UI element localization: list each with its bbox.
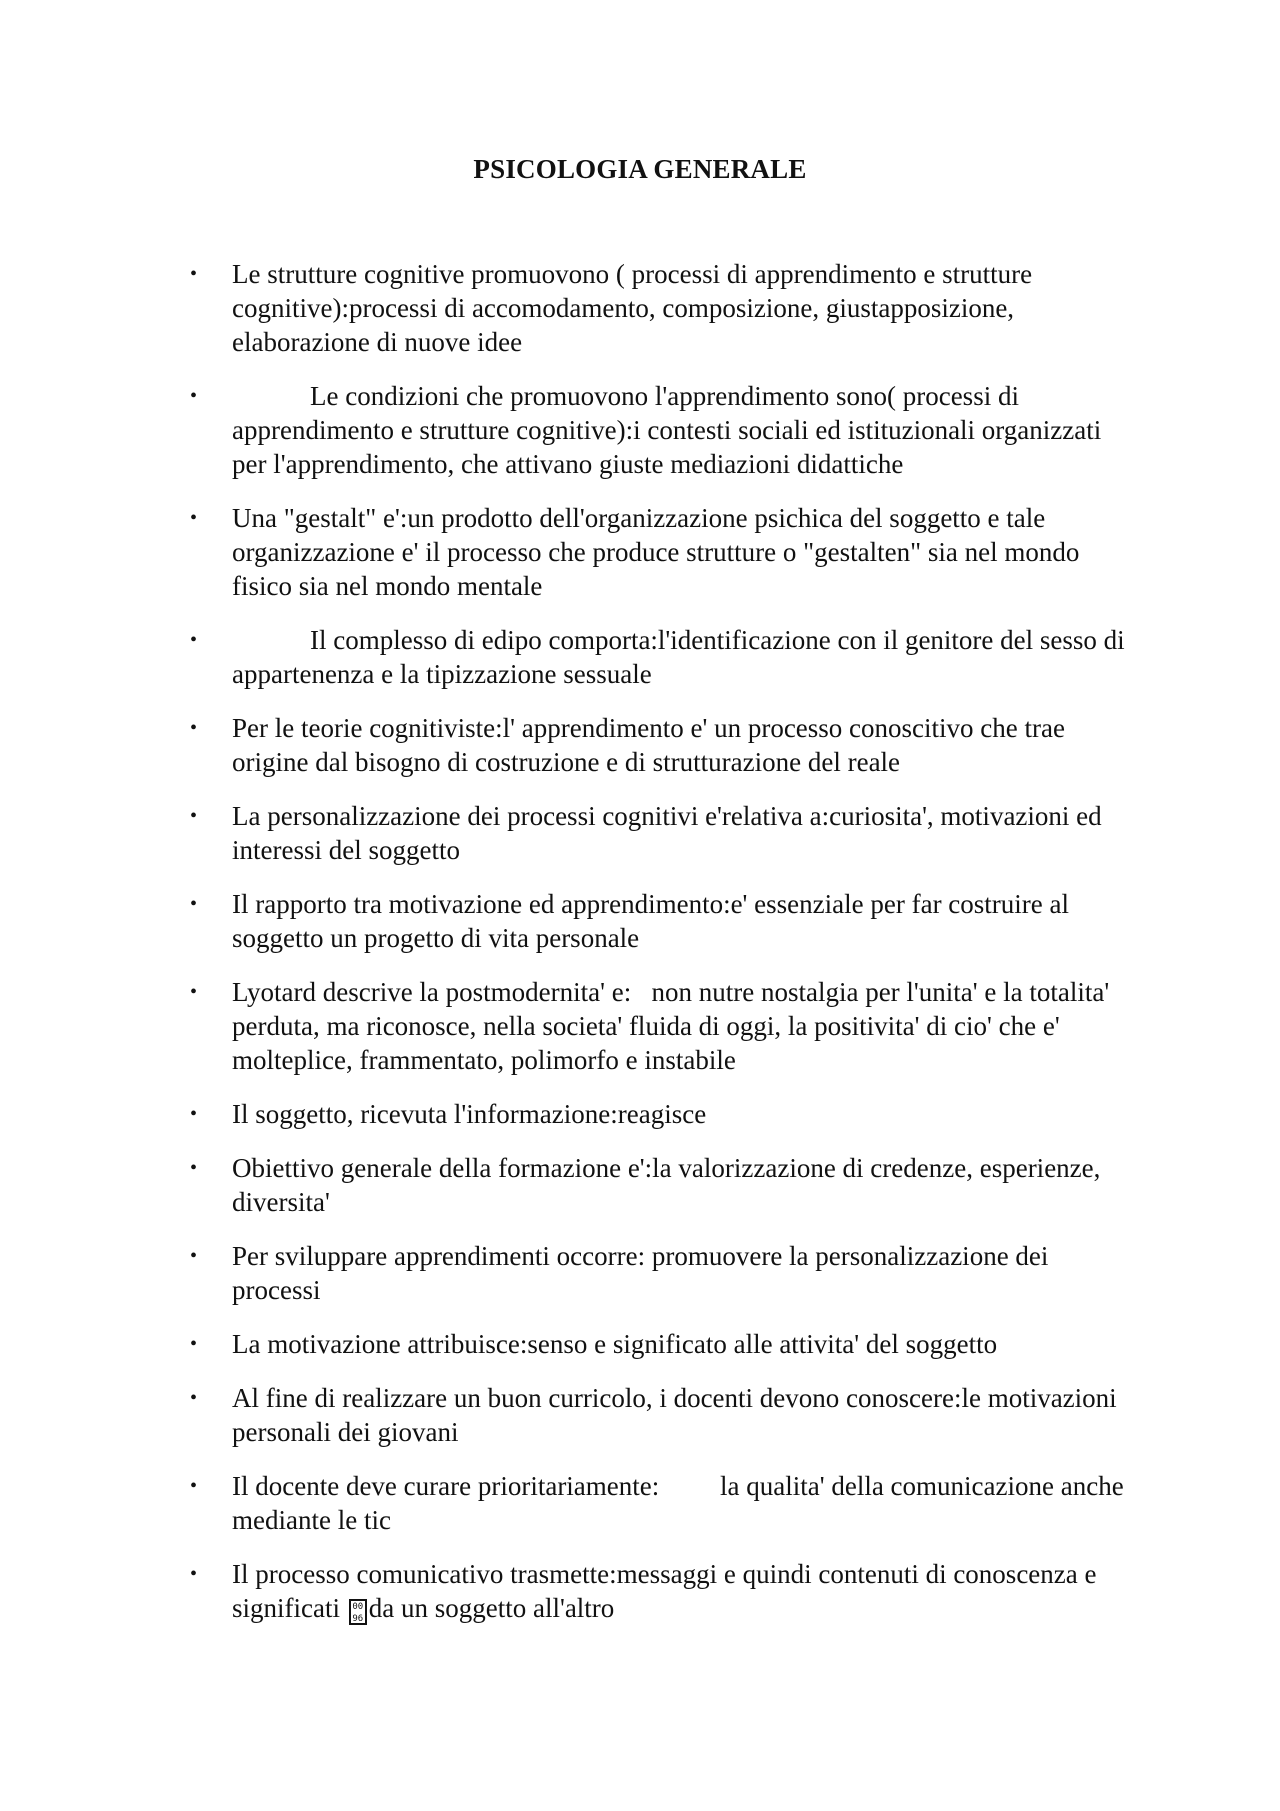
list-item	[190, 887, 1130, 955]
list-item-text: Il docente deve curare prioritariamente: la qualita' della comunicazione anche mediante le tic	[232, 1471, 1131, 1535]
list-item-text: Per sviluppare apprendimenti occorre: promuovere la personalizzazione dei processi	[232, 1241, 1056, 1305]
bullet-icon: •	[190, 1333, 198, 1355]
bullet-icon: •	[190, 1475, 198, 1497]
list-item-text: Obiettivo generale della formazione e':la valorizzazione di credenze, esperienze, diversita'	[232, 1153, 1108, 1217]
bullet-list	[190, 257, 1130, 1645]
bullet-icon: •	[190, 1103, 198, 1125]
bullet-icon: •	[190, 893, 198, 915]
list-item	[190, 1239, 1130, 1307]
list-item	[190, 1097, 1130, 1131]
list-item	[190, 501, 1130, 603]
bullet-icon: •	[190, 263, 198, 285]
list-item-text: Lyotard descrive la postmodernita' e: non nutre nostalgia per l'unita' e la totalita' perduta, ma riconosce, nella societa' fluida di oggi, la positivita' di cio' che e' molteplice, frammentato, polimorfo e instabile	[232, 977, 1116, 1075]
list-item	[190, 799, 1130, 867]
list-item	[190, 1381, 1130, 1449]
list-item-text: Il rapporto tra motivazione ed apprendimento:e' essenziale per far costruire al soggetto un progetto di vita personale	[232, 889, 1076, 953]
list-item	[190, 975, 1130, 1077]
bullet-icon: •	[190, 981, 198, 1003]
missing-glyph-icon: 00 96	[349, 1599, 367, 1625]
bullet-icon: •	[190, 717, 198, 739]
list-item	[190, 1469, 1130, 1537]
bullet-icon: •	[190, 1387, 198, 1409]
list-item	[190, 623, 1130, 691]
list-item-text: La personalizzazione dei processi cognitivi e'relativa a:curiosita', motivazioni ed interessi del soggetto	[232, 801, 1109, 865]
bullet-icon: •	[190, 629, 198, 651]
bullet-icon: •	[190, 1157, 198, 1179]
list-item-text: Una "gestalt" e':un prodotto dell'organizzazione psichica del soggetto e tale organizzazione e' il processo che produce strutture o "gestalten" sia nel mondo fisico sia nel mondo mentale	[232, 503, 1087, 601]
bullet-icon: •	[190, 1563, 198, 1585]
list-item	[190, 1327, 1130, 1361]
list-item-text: Per le teorie cognitiviste:l' apprendimento e' un processo conoscitivo che trae origine dal bisogno di costruzione e di strutturazione del reale	[232, 713, 1072, 777]
bullet-icon: •	[190, 805, 198, 827]
bullet-icon: •	[190, 507, 198, 529]
list-item-text: Le condizioni che promuovono l'apprendimento sono( processi di apprendimento e strutture cognitive):i contesti sociali ed istituzionali organizzati per l'apprendimento, che attivano giuste mediazioni didattiche	[232, 381, 1108, 479]
list-item	[190, 1151, 1130, 1219]
list-item-text: Al fine di realizzare un buon curricolo, i docenti devono conoscere:le motivazioni personali dei giovani	[232, 1383, 1124, 1447]
list-item-text: Il complesso di edipo comporta:l'identificazione con il genitore del sesso di appartenenza e la tipizzazione sessuale	[232, 625, 1132, 689]
page-title: PSICOLOGIA GENERALE	[473, 154, 807, 184]
list-item	[190, 257, 1130, 359]
list-item-text: Il soggetto, ricevuta l'informazione:reagisce	[232, 1099, 707, 1129]
list-item-text-after: da un soggetto all'altro	[368, 1593, 615, 1623]
list-item-text: Le strutture cognitive promuovono ( processi di apprendimento e strutture cognitive):processi di accomodamento, composizione, giustapposizione, elaborazione di nuove idee	[232, 259, 1039, 357]
bullet-icon: •	[190, 385, 198, 407]
list-item-text-before: Il processo comunicativo trasmette:messaggi e quindi contenuti di conoscenza e significati	[232, 1559, 1104, 1623]
list-item-text: La motivazione attribuisce:senso e significato alle attivita' del soggetto	[232, 1329, 998, 1359]
list-item	[190, 379, 1130, 481]
list-item	[190, 1557, 1130, 1625]
bullet-icon: •	[190, 1245, 198, 1267]
list-item-text	[232, 1557, 1130, 1625]
list-item	[190, 711, 1130, 779]
